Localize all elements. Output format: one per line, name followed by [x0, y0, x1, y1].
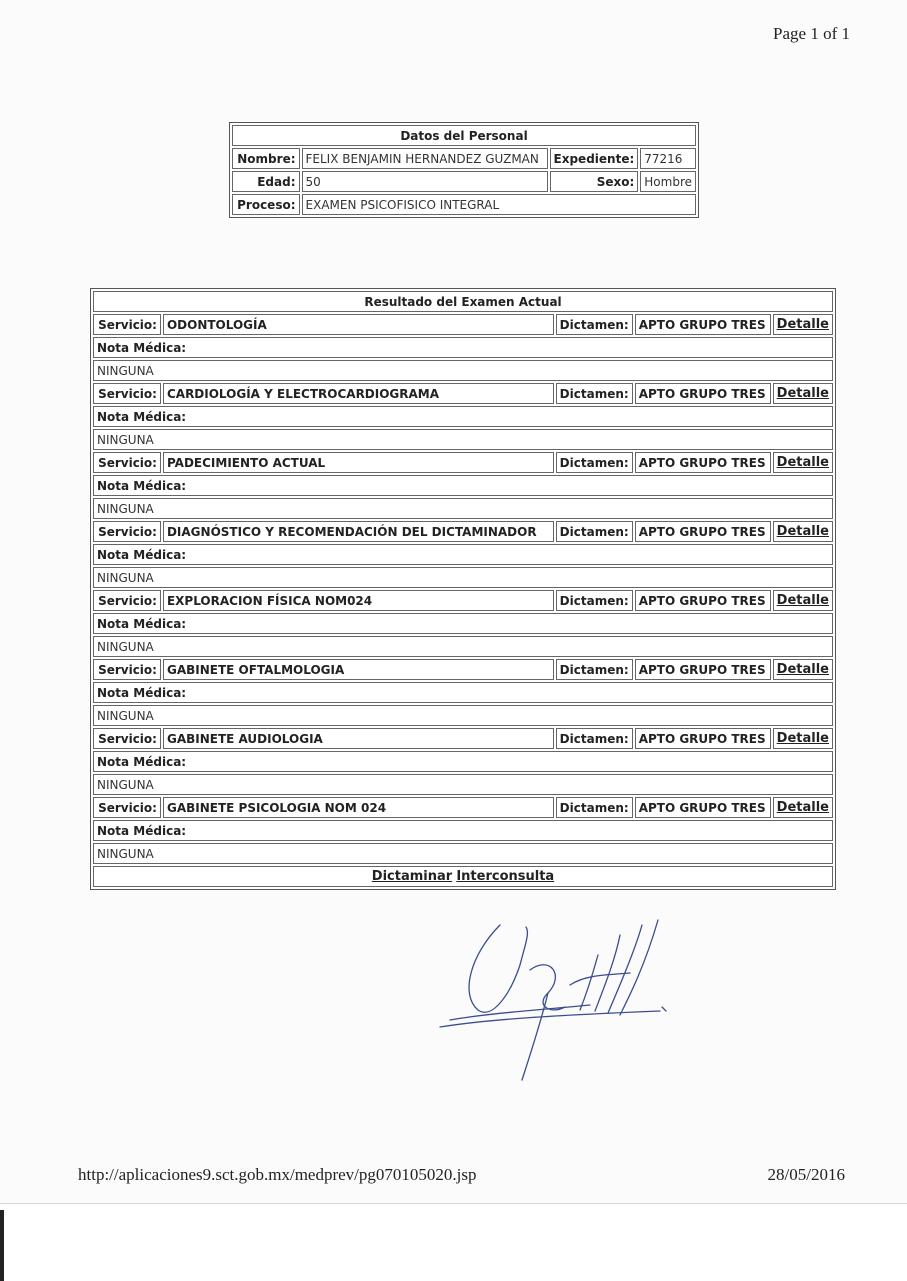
sexo-value: Hombre: [640, 171, 696, 192]
dictamen-label: Dictamen:: [556, 797, 633, 818]
page-number: Page 1 of 1: [773, 24, 850, 43]
nota-medica-value: NINGUNA: [93, 705, 833, 726]
dictamen-label: Dictamen:: [556, 383, 633, 404]
nota-value-row: [93, 429, 833, 450]
proceso-value: EXAMEN PSICOFISICO INTEGRAL: [302, 194, 696, 215]
detalle-link[interactable]: Detalle: [776, 662, 829, 677]
nota-medica-label: Nota Médica:: [93, 751, 833, 772]
dictamen-value: APTO GRUPO TRES: [635, 659, 771, 680]
expediente-value: 77216: [640, 148, 696, 169]
servicio-value: GABINETE PSICOLOGIA NOM 024: [163, 797, 554, 818]
nota-label-row: [93, 820, 833, 841]
nota-value-row: [93, 360, 833, 381]
nota-label-row: [93, 475, 833, 496]
nota-medica-value: NINGUNA: [93, 843, 833, 864]
dictamen-value: APTO GRUPO TRES: [635, 797, 771, 818]
servicio-label: Servicio:: [93, 728, 161, 749]
nota-medica-label: Nota Médica:: [93, 544, 833, 565]
servicio-value: CARDIOLOGÍA Y ELECTROCARDIOGRAMA: [163, 383, 554, 404]
nota-medica-label: Nota Médica:: [93, 406, 833, 427]
interconsulta-link[interactable]: Interconsulta: [456, 869, 555, 884]
nota-value-row: [93, 774, 833, 795]
detalle-link[interactable]: Detalle: [776, 455, 829, 470]
nota-value-row: [93, 705, 833, 726]
expediente-label: Expediente:: [550, 148, 639, 169]
scan-bottom-edge: [0, 1203, 907, 1281]
nota-value-row: [93, 567, 833, 588]
service-row: [93, 314, 833, 335]
servicio-label: Servicio:: [93, 452, 161, 473]
detalle-link[interactable]: Detalle: [776, 317, 829, 332]
servicio-value: ODONTOLOGÍA: [163, 314, 554, 335]
service-row: [93, 521, 833, 542]
nota-value-row: [93, 498, 833, 519]
exam-results-table: [90, 288, 836, 890]
dictamen-label: Dictamen:: [556, 452, 633, 473]
nota-medica-label: Nota Médica:: [93, 682, 833, 703]
servicio-value: DIAGNÓSTICO Y RECOMENDACIÓN DEL DICTAMINADOR: [163, 521, 554, 542]
nota-medica-value: NINGUNA: [93, 360, 833, 381]
nota-label-row: [93, 337, 833, 358]
detalle-link[interactable]: Detalle: [776, 593, 829, 608]
service-row: [93, 728, 833, 749]
dictamen-value: APTO GRUPO TRES: [635, 590, 771, 611]
dictamen-value: APTO GRUPO TRES: [635, 728, 771, 749]
personal-data-table: [229, 122, 699, 218]
sexo-label: Sexo:: [550, 171, 639, 192]
service-row: [93, 383, 833, 404]
nota-medica-value: NINGUNA: [93, 567, 833, 588]
edad-value: 50: [302, 171, 548, 192]
detalle-link[interactable]: Detalle: [776, 800, 829, 815]
nota-medica-label: Nota Médica:: [93, 820, 833, 841]
servicio-label: Servicio:: [93, 521, 161, 542]
nota-medica-value: NINGUNA: [93, 774, 833, 795]
dictamen-label: Dictamen:: [556, 659, 633, 680]
nota-label-row: [93, 613, 833, 634]
servicio-value: PADECIMIENTO ACTUAL: [163, 452, 554, 473]
dictamen-label: Dictamen:: [556, 521, 633, 542]
servicio-label: Servicio:: [93, 659, 161, 680]
dictamen-value: APTO GRUPO TRES: [635, 452, 771, 473]
nota-label-row: [93, 544, 833, 565]
nota-medica-label: Nota Médica:: [93, 337, 833, 358]
nombre-value: FELIX BENJAMIN HERNANDEZ GUZMAN: [302, 148, 548, 169]
proceso-label: Proceso:: [232, 194, 300, 215]
servicio-value: EXPLORACION FÍSICA NOM024: [163, 590, 554, 611]
edad-label: Edad:: [232, 171, 300, 192]
exam-results-title: Resultado del Examen Actual: [93, 291, 833, 312]
nota-label-row: [93, 751, 833, 772]
servicio-value: GABINETE AUDIOLOGIA: [163, 728, 554, 749]
servicio-label: Servicio:: [93, 314, 161, 335]
service-row: [93, 797, 833, 818]
dictamen-label: Dictamen:: [556, 590, 633, 611]
nota-label-row: [93, 682, 833, 703]
nombre-label: Nombre:: [232, 148, 300, 169]
servicio-label: Servicio:: [93, 590, 161, 611]
dictamen-label: Dictamen:: [556, 728, 633, 749]
footer-url: http://aplicaciones9.sct.gob.mx/medprev/pg070105020.jsp: [78, 1165, 477, 1184]
nota-medica-label: Nota Médica:: [93, 613, 833, 634]
servicio-value: GABINETE OFTALMOLOGIA: [163, 659, 554, 680]
nota-medica-value: NINGUNA: [93, 498, 833, 519]
servicio-label: Servicio:: [93, 797, 161, 818]
service-row: [93, 659, 833, 680]
results-footer-links: [93, 866, 833, 887]
detalle-link[interactable]: Detalle: [776, 386, 829, 401]
detalle-link[interactable]: Detalle: [776, 731, 829, 746]
nota-value-row: [93, 843, 833, 864]
detalle-link[interactable]: Detalle: [776, 524, 829, 539]
nota-value-row: [93, 636, 833, 657]
nota-label-row: [93, 406, 833, 427]
dictamen-value: APTO GRUPO TRES: [635, 521, 771, 542]
nota-medica-label: Nota Médica:: [93, 475, 833, 496]
servicio-label: Servicio:: [93, 383, 161, 404]
personal-data-title: Datos del Personal: [232, 125, 696, 146]
dictamen-value: APTO GRUPO TRES: [635, 314, 771, 335]
dictaminar-link[interactable]: Dictaminar: [371, 869, 453, 884]
nota-medica-value: NINGUNA: [93, 636, 833, 657]
dictamen-value: APTO GRUPO TRES: [635, 383, 771, 404]
nota-medica-value: NINGUNA: [93, 429, 833, 450]
handwritten-signature: [430, 915, 690, 1085]
service-row: [93, 590, 833, 611]
footer-date: 28/05/2016: [767, 1165, 845, 1184]
service-row: [93, 452, 833, 473]
dictamen-label: Dictamen:: [556, 314, 633, 335]
